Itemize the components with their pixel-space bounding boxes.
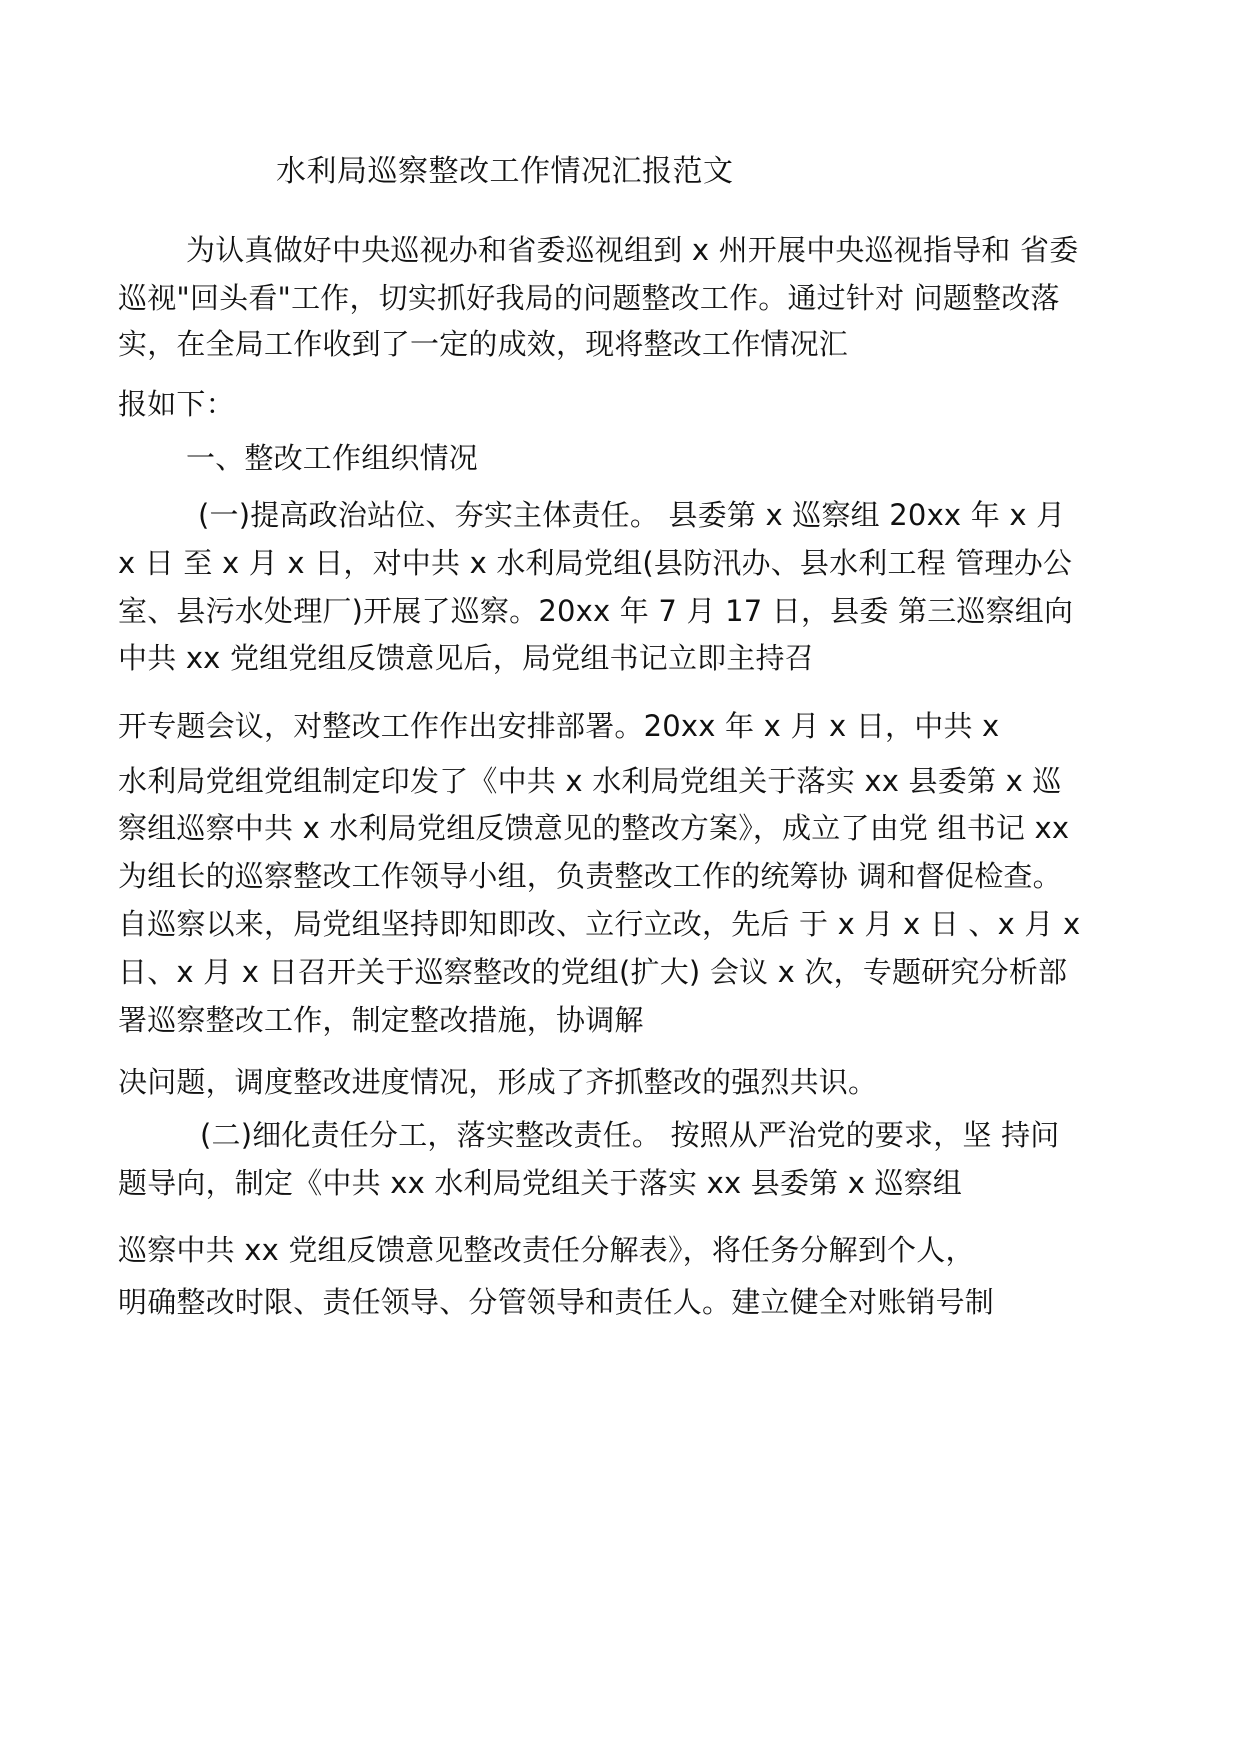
paragraph-line: 水利局党组党组制定印发了《中共 x 水利局党组关于落实 xx 县委第 x 巡	[118, 764, 1062, 798]
paragraph-line: 为认真做好中央巡视办和省委巡视组到 x 州开展中央巡视指导和 省委	[186, 233, 1079, 267]
paragraph-line: (二)细化责任分工，落实整改责任。 按照从严治党的要求，坚 持问	[200, 1118, 1060, 1152]
paragraph-line: 日、x 月 x 日召开关于巡察整改的党组(扩大) 会议 x 次，专题研究分析部	[118, 955, 1068, 989]
paragraph-line: 自巡察以来，局党组坚持即知即改、立行立改，先后 于 x 月 x 日 、x 月 x	[118, 907, 1081, 941]
paragraph-line: 实，在全局工作收到了一定的成效，现将整改工作情况汇	[118, 327, 849, 361]
section-heading: 一、整改工作组织情况	[186, 441, 479, 475]
paragraph-line: 报如下：	[118, 387, 235, 421]
paragraph-line: 署巡察整改工作，制定整改措施，协调解	[118, 1003, 644, 1037]
paragraph-line: x 日 至 x 月 x 日，对中共 x 水利局党组(县防汛办、县水利工程 管理办公	[118, 546, 1073, 580]
paragraph-line: 室、县污水处理厂)开展了巡察。20xx 年 7 月 17 日，县委 第三巡察组向	[118, 594, 1074, 628]
paragraph-line: 察组巡察中共 x 水利局党组反馈意见的整改方案》，成立了由党 组书记 xx	[118, 811, 1070, 845]
paragraph-line: 明确整改时限、责任领导、分管领导和责任人。建立健全对账销号制	[118, 1285, 995, 1319]
paragraph-line: (一)提高政治站位、夯实主体责任。 县委第 x 巡察组 20xx 年 x 月	[198, 498, 1066, 532]
document-title: 水利局巡察整改工作情况汇报范文	[276, 154, 734, 189]
paragraph-line: 开专题会议，对整改工作作出安排部署。20xx 年 x 月 x 日，中共 x	[118, 709, 1000, 743]
paragraph-line: 中共 xx 党组党组反馈意见后，局党组书记立即主持召	[118, 641, 814, 675]
paragraph-line: 为组长的巡察整改工作领导小组，负责整改工作的统筹协 调和督促检查。	[118, 859, 1062, 893]
paragraph-line: 题导向，制定《中共 xx 水利局党组关于落实 xx 县委第 x 巡察组	[118, 1166, 963, 1200]
paragraph-line: 巡察中共 xx 党组反馈意见整改责任分解表》，将任务分解到个人，	[118, 1233, 975, 1267]
paragraph-line: 决问题，调度整改进度情况，形成了齐抓整改的强烈共识。	[118, 1065, 878, 1099]
paragraph-line: 巡视"回头看"工作，切实抓好我局的问题整改工作。通过针对 问题整改落	[118, 281, 1060, 315]
